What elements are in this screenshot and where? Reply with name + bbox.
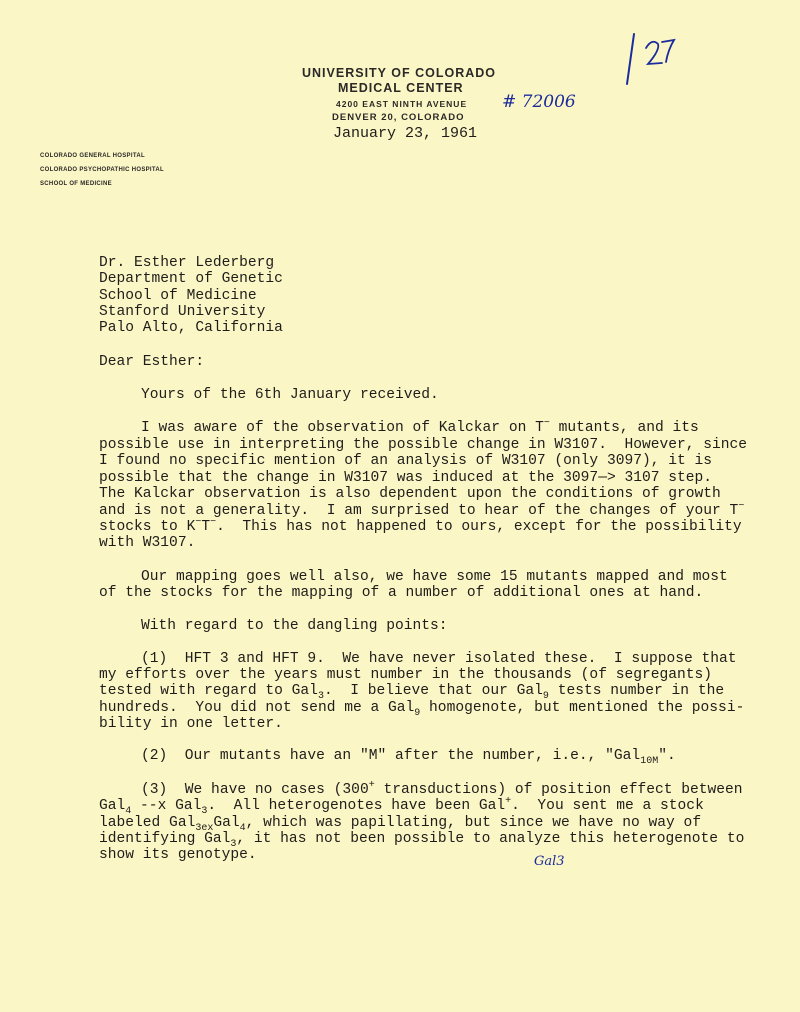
handwritten-top-mark [618,30,678,88]
recipient-line: Department of Genetic [99,271,283,287]
item-1-line: hundreds. You did not send me a Gal$_9$ homogenote, but mentioned the possi- [99,700,745,719]
paragraph-2-line: I found no specific mention of an analysis of W3107 (only 3097), it is [99,453,713,469]
item-3-line: identifying Gal$_3$, it has not been possible to analyze this heterogenote to [99,831,745,850]
paragraph-2-line: with W3107. [99,535,196,551]
item-1-line: my efforts over the years must number in the thousands (of segregants) [99,667,713,683]
paragraph-2-line: I was aware of the observation of Kalckar on T− mutants, and its [141,418,699,436]
letterhead-center: MEDICAL CENTER [338,81,464,95]
recipient-line: Stanford University [99,304,266,320]
letterhead-university: UNIVERSITY OF COLORADO [302,66,497,80]
paragraph-2-line: possible that the change in W3107 was induced at the 3097—> 3107 step. [99,470,713,486]
paragraph-3-line: Our mapping goes well also, we have some 15 mutants mapped and most [141,569,728,585]
handwritten-margin-note: Gal3 [534,854,565,869]
item-3-line: labeled Gal$_{3ex}$Gal$_4$, which was papillating, but since we have no way of [99,815,702,834]
paragraph-3-line: of the stocks for the mapping of a number of additional ones at hand. [99,585,704,601]
institution-1: COLORADO GENERAL HOSPITAL [40,153,145,159]
item-1-line: tested with regard to Gal$_3$. I believe that our Gal$_9$ tests number in the [99,683,725,702]
paragraph-2-line: The Kalckar observation is also dependent upon the conditions of growth [99,486,721,502]
recipient-line: Dr. Esther Lederberg [99,255,275,271]
item-3-line: (3) We have no cases (300+ transductions) of position effect between [141,780,743,798]
paragraph-1: Yours of the 6th January received. [141,387,439,403]
institution-3: SCHOOL OF MEDICINE [40,181,112,187]
handwritten-number: # 72006 [502,92,576,112]
letterhead-street: 4200 EAST NINTH AVENUE [336,99,468,109]
item-3-line: Gal$_4$ --x Gal$_3$. All heterogenotes have been Gal+. You sent me a stock [99,796,704,817]
recipient-line: Palo Alto, California [99,320,283,336]
institution-2: COLORADO PSYCHOPATHIC HOSPITAL [40,167,165,173]
paragraph-2-line: stocks to K−T−. This has not happened to ours, except for the possibility [99,517,742,535]
paragraph-4: With regard to the dangling points: [141,618,448,634]
item-1-line: (1) HFT 3 and HFT 9. We have never isolated these. I suppose that [141,651,737,667]
salutation: Dear Esther: [99,354,205,370]
paragraph-2-line: possible use in interpreting the possible change in W3107. However, since [99,437,748,453]
paragraph-2-line: and is not a generality. I am surprised to hear of the changes of your T− [99,501,745,519]
letterhead-city: DENVER 20, COLORADO [332,112,465,123]
recipient-line: School of Medicine [99,288,257,304]
item-1-line: bility in one letter. [99,716,283,732]
item-2: (2) Our mutants have an "M" after the number, i.e., "Gal$_{10M}$". [141,748,676,767]
letter-date: January 23, 1961 [333,125,478,142]
item-3-line: show its genotype. [99,847,257,863]
